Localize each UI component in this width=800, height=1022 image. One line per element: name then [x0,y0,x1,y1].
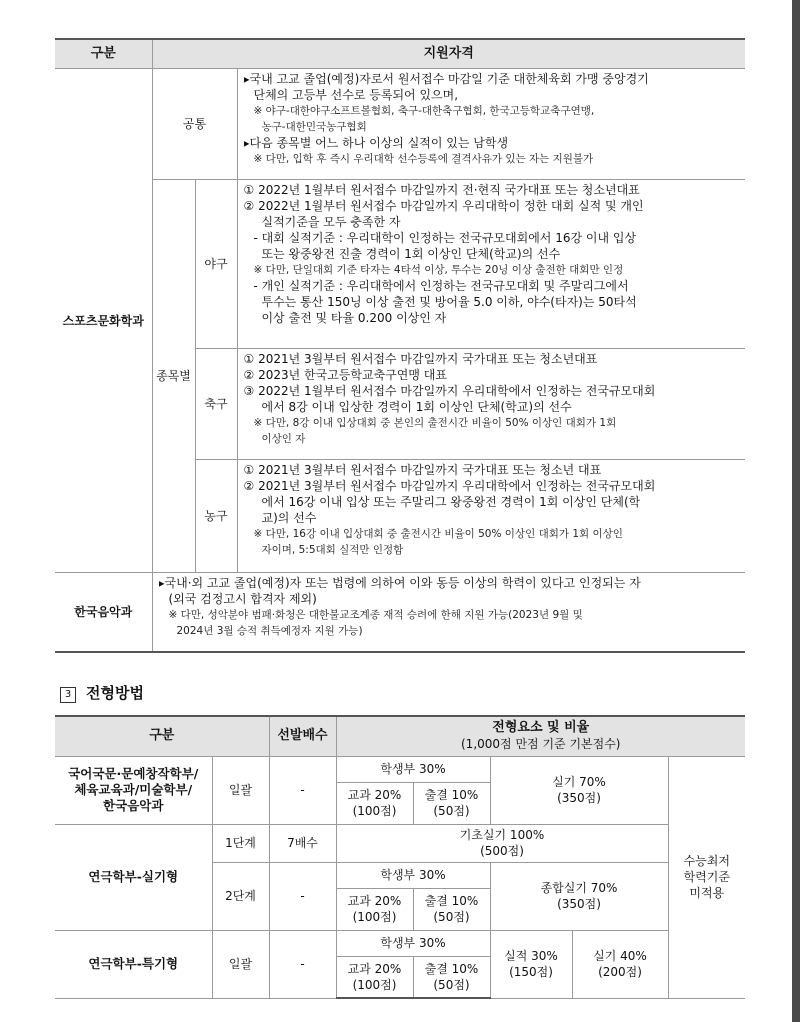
header-qualification: 지원자격 [152,39,745,69]
elements-subtitle: (1,000점 만점 기준 기본점수) [461,736,621,751]
common-requirements [237,69,745,180]
score-ratio: 실기 70% [552,775,606,789]
requirement-note: ※ 다만, 단일대회 기준 타자는 4타석 이상, 투수는 20닝 이상 출전한 대회만 인정 [253,264,624,276]
achievement-cell [490,930,572,998]
subject-cell [336,956,413,998]
score-points: (350점) [557,791,601,805]
requirement-line: ③ 2022년 1월부터 원서접수 마감일까지 우리대학에서 인정하는 전국규모대회 [243,384,656,398]
score-points: (200점) [598,965,642,979]
requirement-line: (외국 검정고시 합격자 제외) [168,592,317,606]
student-record-cell: 학생부 30% [336,862,490,888]
subject-cell [336,888,413,930]
requirement-line: 투수는 통산 150닝 이상 출전 및 방어율 5.0 이하, 야수(타자)는 50타석 [261,295,637,309]
requirement-line: 에서 8강 이내 입상한 경력이 1회 이상인 단체(학교)의 선수 [261,400,572,414]
elements-title: 전형요소 및 비율 [492,719,590,735]
basketball-label: 농구 [195,460,237,573]
requirement-line: - 대회 실적기준 : 우리대학이 인정하는 전국규모대회에서 16강 이내 입상 [253,231,637,245]
requirement-note: ※ 야구-대한야구소프트볼협회, 축구-대한축구협회, 한국고등학교축구연맹, [253,105,595,117]
requirement-note: ※ 다만, 16강 이내 입상대회 중 출전시간 비율이 50% 이상인 대회가 1회 이상인 [253,528,623,540]
csat-line: 미적용 [689,886,725,900]
requirement-note: 2024년 3월 승적 취득예정자 지원 가능) [176,625,363,637]
section-title: 전형방법 [86,684,144,702]
requirement-note: ※ 다만, 입학 후 즉시 우리대학 선수등록에 결격사유가 있는 자는 지원불가 [253,153,594,165]
score-ratio: 교과 20% [347,961,402,976]
attendance-cell [413,888,490,930]
basketball-requirements [237,460,745,573]
csat-line: 학력기준 [683,870,730,884]
header-category: 구분 [55,39,152,69]
requirement-line: ① 2021년 3월부터 원서접수 마감일까지 국가대표 또는 청소년 대표 [243,463,602,477]
baseball-requirements [237,180,745,349]
selection-method-table [55,715,745,999]
score-ratio: 출결 10% [424,788,479,802]
stage-cell: 일괄 [212,930,269,998]
baseball-label: 야구 [195,180,237,349]
score-ratio: 종합실기 70% [540,881,618,895]
requirement-line: ② 2023년 한국고등학교축구연맹 대표 [243,368,447,382]
requirement-line: 이상 출전 및 타율 0.200 이상인 자 [261,311,447,325]
attendance-cell [413,782,490,824]
score-points: (50점) [433,977,470,992]
soccer-requirements [237,349,745,460]
requirement-note: 자이며, 5:5대회 실적만 인정함 [261,544,404,556]
multiple-cell: 7배수 [269,824,336,862]
requirement-note: 이상인 자 [261,433,306,445]
requirement-note: ※ 다만, 성악분야 범패·화청은 대한불교조계종 재적 승려에 한해 지원 가능(2023년 9월 및 [168,609,583,621]
window-right-edge [792,0,800,1022]
practical-cell [490,756,668,824]
requirement-line: ① 2022년 1월부터 원서접수 마감일까지 전·현직 국가대표 또는 청소년대표 [243,183,640,197]
requirement-line: ② 2022년 1월부터 원서접수 마감일까지 우리대학이 정한 대회 실적 및 개인 [243,199,644,213]
dept-korean-lit-etc [55,756,212,824]
student-record-cell: 학생부 30% [336,930,490,956]
dept-theater-special: 연극학부-특기형 [55,930,212,998]
score-ratio: 실기 40% [593,949,647,963]
score-points: (500점) [480,844,524,858]
stage-cell: 1단계 [212,824,269,862]
music-requirements [152,573,745,653]
score-points: (50점) [433,804,470,818]
requirement-line: ① 2021년 3월부터 원서접수 마감일까지 국가대표 또는 청소년대표 [243,352,598,366]
common-label: 공통 [152,69,237,180]
requirement-line: ② 2021년 3월부터 원서접수 마감일까지 우리대학에서 인정하는 전국규모대회 [243,479,656,493]
attendance-cell [413,956,490,998]
overall-practical-cell [490,862,668,930]
score-points: (150점) [509,965,553,979]
dept-line: 체육교육과/미술학부/ [74,782,193,797]
dept-korean-music: 한국음악과 [55,573,152,653]
requirement-line: 또는 왕중왕전 진출 경력이 1회 이상인 단체(학교)의 선수 [261,247,561,261]
requirement-line: 단체의 고등부 선수로 등록되어 있으며, [253,88,459,102]
requirement-line: ▸다음 종목별 어느 하나 이상의 실적이 있는 남학생 [243,136,509,150]
requirement-note: 농구-대한민국농구협회 [261,121,367,133]
score-points: (100점) [352,977,397,992]
requirement-line: 실적기준을 모두 충족한 자 [261,215,401,229]
requirement-note: ※ 다만, 8강 이내 입상대회 중 본인의 출전시간 비율이 50% 이상인 대회가 1회 [253,417,617,429]
dept-sports-culture: 스포츠문화학과 [55,69,152,573]
t2-header-multiple: 선발배수 [269,716,336,756]
t2-header-elements [336,716,745,756]
requirement-line: - 개인 실적기준 : 우리대학에서 인정하는 전국규모대회 및 주말리그에서 [253,279,629,293]
score-points: (100점) [352,910,397,924]
score-ratio: 출결 10% [424,894,479,908]
soccer-label: 축구 [195,349,237,460]
score-ratio: 기초실기 100% [459,828,545,842]
multiple-cell: - [269,930,336,998]
dept-theater-practical: 연극학부-실기형 [55,824,212,930]
requirement-line: ▸국내 고교 졸업(예정)자로서 원서접수 마감일 기준 대한체육회 가맹 중앙경기 [243,72,649,86]
multiple-cell: - [269,862,336,930]
event-label: 종목별 [152,180,195,573]
section-heading [60,682,144,703]
dept-line: 국어국문·문예창작학부/ [68,766,199,781]
section-number: 3 [60,687,76,703]
stage-cell: 2단계 [212,862,269,930]
multiple-cell: - [269,756,336,824]
dept-line: 한국음악과 [103,798,164,813]
csat-line: 수능최저 [683,854,730,868]
student-record-cell: 학생부 30% [336,756,490,782]
score-points: (100점) [352,804,397,818]
score-ratio: 실적 30% [504,949,558,963]
score-points: (50점) [433,910,470,924]
qualification-table [55,38,745,653]
score-ratio: 교과 20% [347,788,402,802]
csat-minimum-cell [668,756,745,998]
score-ratio: 교과 20% [347,894,402,908]
subject-cell [336,782,413,824]
score-points: (350점) [557,897,601,911]
practical-cell [572,930,668,998]
requirement-line: 교)의 선수 [261,511,317,525]
t2-header-category: 구분 [55,716,269,756]
basic-practical-cell [336,824,668,862]
stage-cell: 일괄 [212,756,269,824]
requirement-line: ▸국내·외 고교 졸업(예정)자 또는 법령에 의하여 이와 동등 이상의 학력이 있다고 인정되는 자 [158,576,641,590]
score-ratio: 출결 10% [424,961,479,976]
requirement-line: 에서 16강 이내 입상 또는 주말리그 왕중왕전 경력이 1회 이상인 단체(학 [261,495,641,509]
